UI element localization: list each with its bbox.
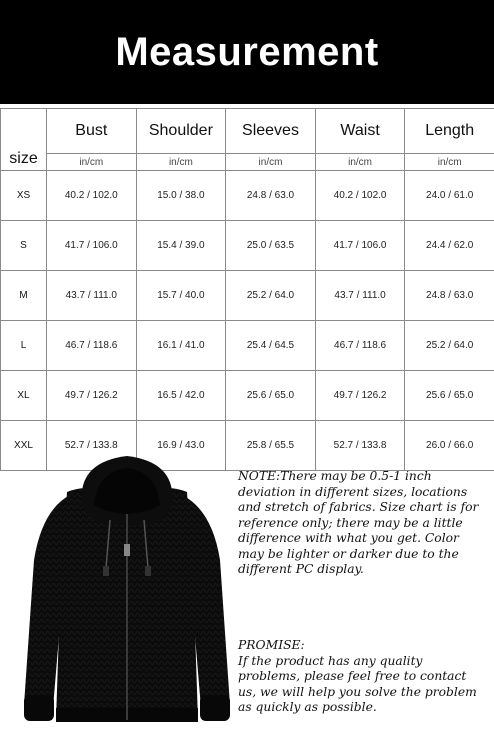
- column-header-shoulder: Shoulder: [136, 109, 226, 154]
- measurement-cell: 16.5 / 42.0: [136, 371, 226, 421]
- size-cell: S: [1, 221, 47, 271]
- table-row: [1, 221, 494, 271]
- size-header: size: [1, 109, 47, 171]
- measurement-cell: 49.7 / 126.2: [315, 371, 405, 421]
- unit-row: [1, 154, 494, 171]
- unit-label: in/cm: [136, 154, 226, 171]
- size-cell: M: [1, 271, 47, 321]
- promise-heading: PROMISE:: [238, 638, 305, 652]
- measurement-cell: 52.7 / 133.8: [47, 421, 137, 471]
- column-header-waist: Waist: [315, 109, 405, 154]
- size-chart-table: [0, 108, 494, 471]
- measurement-cell: 15.0 / 38.0: [136, 171, 226, 221]
- measurement-cell: 25.6 / 65.0: [405, 371, 494, 421]
- column-header-sleeves: Sleeves: [226, 109, 316, 154]
- measurement-cell: 43.7 / 111.0: [47, 271, 137, 321]
- measurement-cell: 24.0 / 61.0: [405, 171, 494, 221]
- black-hooded-jacket-icon: [22, 450, 232, 735]
- measurement-cell: 25.4 / 64.5: [226, 321, 316, 371]
- measurement-cell: 25.0 / 63.5: [226, 221, 316, 271]
- measurement-cell: 25.8 / 65.5: [226, 421, 316, 471]
- note-text: NOTE:There may be 0.5-1 inch deviation in different sizes, locations and stretch of fabrics. Size chart is for reference only; there may be a little difference with what you get. Color may be lighter or darker due to the different PC display.: [238, 469, 479, 576]
- measurement-cell: 41.7 / 106.0: [315, 221, 405, 271]
- measurement-cell: 49.7 / 126.2: [47, 371, 137, 421]
- size-cell: XXL: [1, 421, 47, 471]
- header-row: [1, 109, 494, 154]
- promise-text: If the product has any quality problems, please feel free to contact us, we will help you solve the problem as quickly as possible.: [238, 653, 477, 714]
- table-row: [1, 271, 494, 321]
- size-cell: XL: [1, 371, 47, 421]
- measurement-cell: 24.4 / 62.0: [405, 221, 494, 271]
- measurement-cell: 40.2 / 102.0: [315, 171, 405, 221]
- product-image-jacket: [22, 450, 232, 735]
- measurement-cell: 46.7 / 118.6: [47, 321, 137, 371]
- banner-title: Measurement: [115, 29, 379, 74]
- size-cell: XS: [1, 171, 47, 221]
- measurement-cell: 16.1 / 41.0: [136, 321, 226, 371]
- size-note: [238, 469, 483, 578]
- unit-label: in/cm: [315, 154, 405, 171]
- measurement-cell: 15.7 / 40.0: [136, 271, 226, 321]
- measurement-cell: 15.4 / 39.0: [136, 221, 226, 271]
- table-row: [1, 321, 494, 371]
- table-row: [1, 171, 494, 221]
- table-row: [1, 371, 494, 421]
- unit-label: in/cm: [47, 154, 137, 171]
- measurement-cell: 24.8 / 63.0: [226, 171, 316, 221]
- unit-label: in/cm: [405, 154, 494, 171]
- measurement-cell: 24.8 / 63.0: [405, 271, 494, 321]
- measurement-cell: 46.7 / 118.6: [315, 321, 405, 371]
- measurement-cell: 43.7 / 111.0: [315, 271, 405, 321]
- measurement-cell: 25.2 / 64.0: [226, 271, 316, 321]
- column-header-length: Length: [405, 109, 494, 154]
- measurement-cell: 25.6 / 65.0: [226, 371, 316, 421]
- measurement-cell: 16.9 / 43.0: [136, 421, 226, 471]
- measurement-banner: [0, 0, 494, 104]
- measurement-cell: 26.0 / 66.0: [405, 421, 494, 471]
- unit-label: in/cm: [226, 154, 316, 171]
- promise-block: [238, 638, 483, 716]
- measurement-cell: 25.2 / 64.0: [405, 321, 494, 371]
- measurement-cell: 40.2 / 102.0: [47, 171, 137, 221]
- measurement-cell: 41.7 / 106.0: [47, 221, 137, 271]
- measurement-cell: 52.7 / 133.8: [315, 421, 405, 471]
- size-cell: L: [1, 321, 47, 371]
- column-header-bust: Bust: [47, 109, 137, 154]
